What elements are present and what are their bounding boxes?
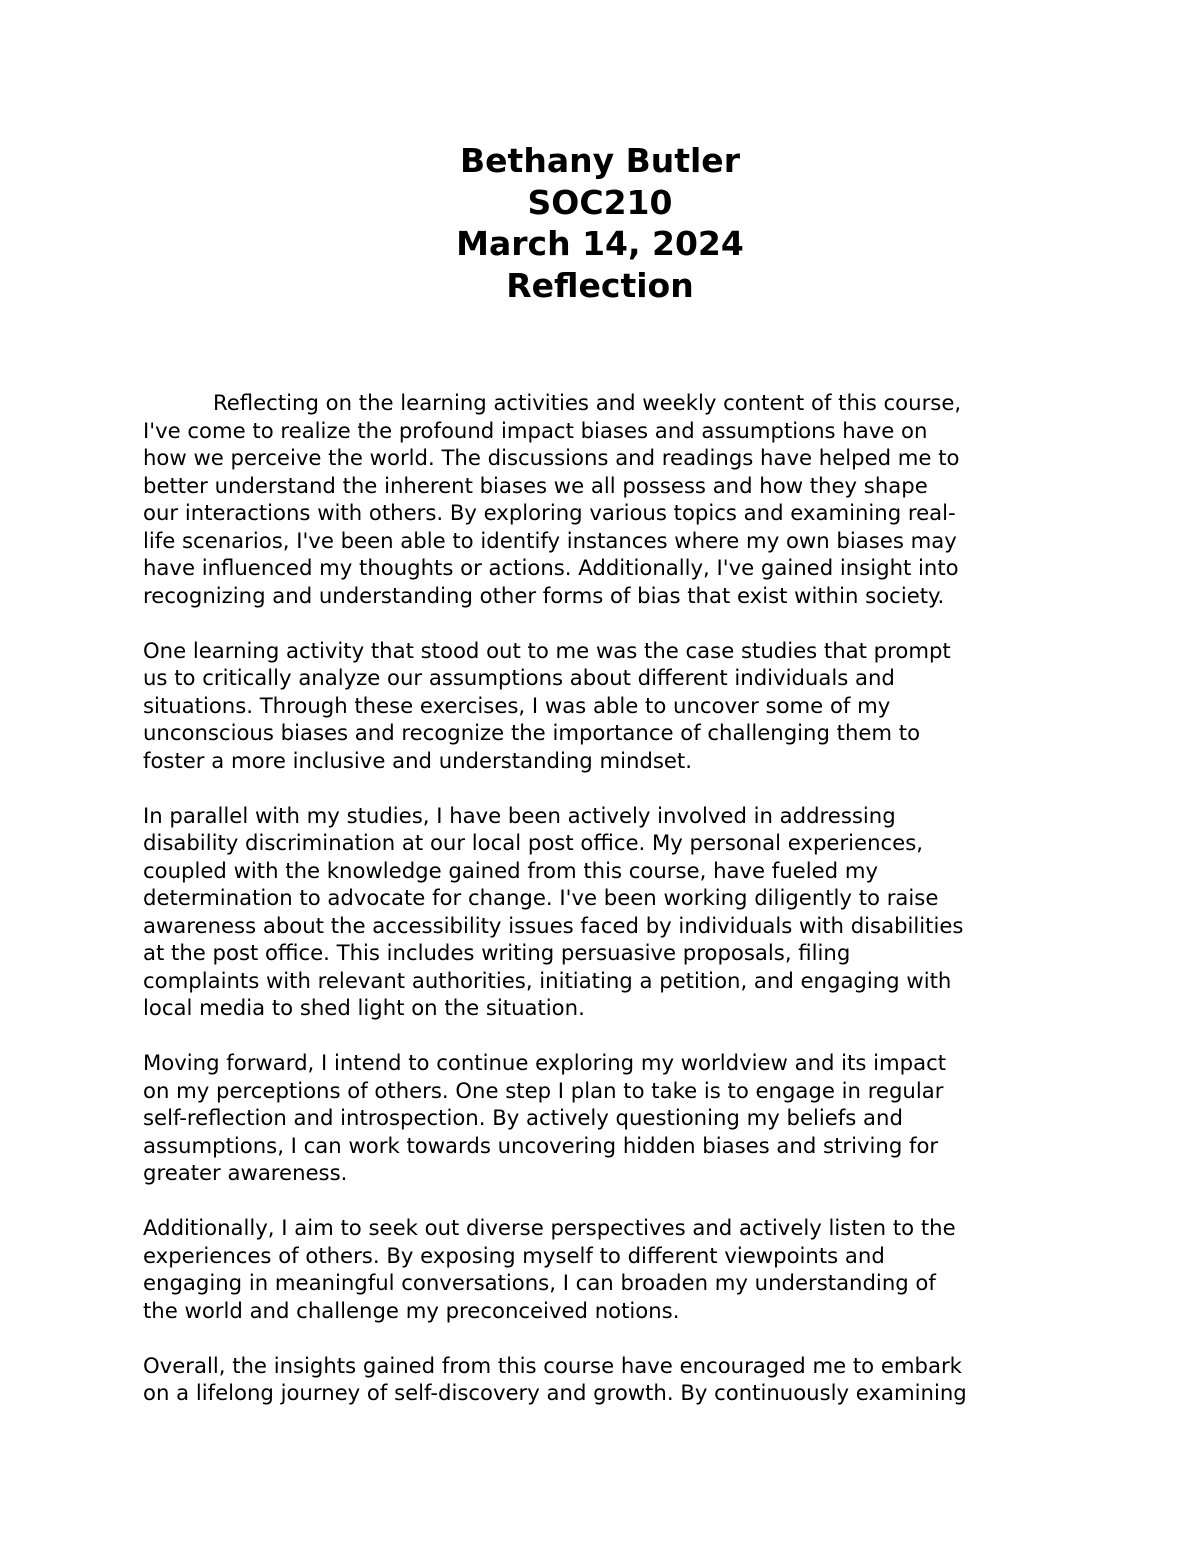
text-line: better understand the inherent biases we all possess and how they shape (143, 472, 928, 498)
text-line: life scenarios, I've been able to identify instances where my own biases may (143, 527, 957, 553)
text-line: determination to advocate for change. I've been working diligently to raise (143, 885, 939, 910)
text-line: recognizing and understanding other forms of bias that exist within society. (143, 582, 945, 608)
paragraph-moving-forward (143, 1049, 1061, 1187)
document-title: Reflection (506, 265, 694, 305)
text-line: disability discrimination at our local post office. My personal experiences, (143, 830, 923, 855)
text-line: have influenced my thoughts or actions. Additionally, I've gained insight into (143, 555, 959, 580)
text-line: unconscious biases and recognize the importance of challenging them to (143, 720, 921, 745)
text-line: awareness about the accessibility issues faced by individuals with disabilities (143, 912, 964, 938)
document-header (0, 140, 1200, 306)
text-line: self-reflection and introspection. By actively questioning my beliefs and (143, 1105, 903, 1130)
text-line: coupled with the knowledge gained from this course, have fueled my (143, 857, 878, 883)
course-code: SOC210 (527, 182, 673, 222)
text-line: Reflecting on the learning activities and weekly content of this course, (213, 390, 962, 415)
text-line: assumptions, I can work towards uncovering hidden biases and striving for (143, 1132, 939, 1158)
paragraph-case-studies (143, 637, 1061, 775)
text-line: us to critically analyze our assumptions about different individuals and (143, 665, 895, 690)
text-line: I've come to realize the profound impact biases and assumptions have on (143, 417, 928, 443)
paragraph-perspectives (143, 1214, 1061, 1324)
text-line: situations. Through these exercises, I was able to uncover some of my (143, 692, 891, 718)
text-line: on a lifelong journey of self-discovery and growth. By continuously examining (143, 1380, 967, 1405)
paragraph-intro (143, 389, 1061, 609)
text-line: Additionally, I aim to seek out diverse perspectives and actively listen to the (143, 1215, 956, 1240)
text-line: In parallel with my studies, I have been actively involved in addressing (143, 802, 896, 828)
text-line: complaints with relevant authorities, initiating a petition, and engaging with (143, 967, 952, 993)
text-line: Moving forward, I intend to continue exploring my worldview and its impact (143, 1050, 947, 1075)
text-line: the world and challenge my preconceived notions. (143, 1297, 680, 1323)
text-line: One learning activity that stood out to me was the case studies that prompt (143, 637, 951, 663)
text-line: engaging in meaningful conversations, I can broaden my understanding of (143, 1270, 936, 1295)
text-line: local media to shed light on the situation. (143, 995, 585, 1020)
text-line: how we perceive the world. The discussions and readings have helped me to (143, 445, 960, 470)
text-line: experiences of others. By exposing myself to different viewpoints and (143, 1242, 885, 1268)
author-name: Bethany Butler (460, 141, 740, 180)
text-line: foster a more inclusive and understanding mindset. (143, 747, 692, 773)
text-line: greater awareness. (143, 1160, 348, 1185)
document-date: March 14, 2024 (456, 224, 744, 263)
paragraph-advocacy (143, 802, 1061, 1022)
paragraph-overall (143, 1352, 1061, 1407)
text-line: Overall, the insights gained from this course have encouraged me to embark (143, 1352, 962, 1378)
document-body (143, 389, 1061, 1434)
text-line: our interactions with others. By exploring various topics and examining real- (143, 500, 956, 525)
text-line: at the post office. This includes writing persuasive proposals, filing (143, 940, 851, 965)
text-line: on my perceptions of others. One step I plan to take is to engage in regular (143, 1077, 944, 1103)
